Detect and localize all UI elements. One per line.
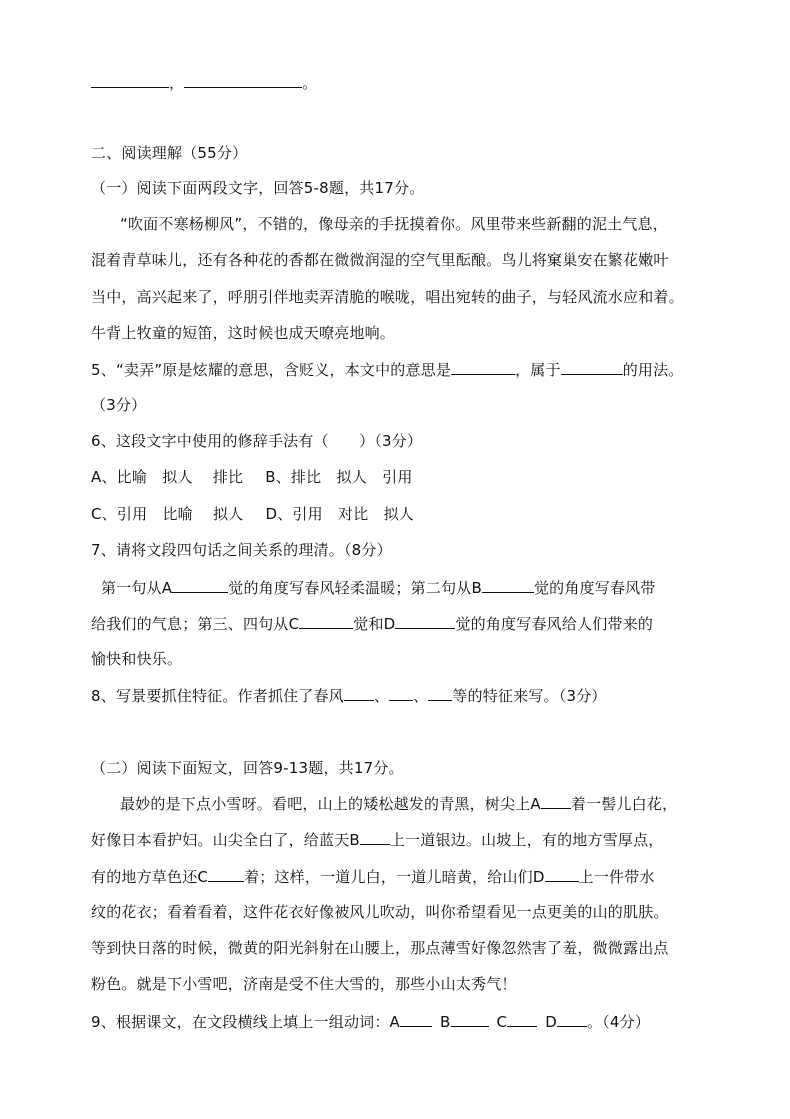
part1-intro: （一）阅读下面两段文字，回答5-8题，共17分。	[91, 179, 425, 197]
option-b[interactable]: B、排比 拟人 引用	[265, 468, 413, 486]
passage-line: 混着青草味儿，还有各种花的香都在微微润湿的空气里酝酿。鸟儿将窠巢安在繁花嫩叶	[91, 251, 669, 269]
answer-blank[interactable]	[557, 1011, 587, 1027]
question-7-line: 愉快和快乐。	[91, 650, 183, 668]
question-6-options-cd	[91, 504, 414, 524]
answer-blank[interactable]	[541, 793, 571, 809]
answer-blank[interactable]	[360, 829, 390, 845]
passage-line: 牛背上牧童的短笛，这时候也成天嘹亮地响。	[91, 324, 396, 342]
question-7-line: 给我们的气息；第三、四句从C 觉和D 觉的角度写春风给人们带来的	[91, 615, 654, 633]
option-d[interactable]: D、引用 对比 拟人	[265, 505, 415, 523]
option-c[interactable]: C、引用 比喻 拟人	[91, 505, 244, 523]
answer-blank[interactable]	[451, 1011, 489, 1027]
answer-blank[interactable]	[451, 359, 515, 375]
section-heading: 二、阅读理解（55分）	[91, 144, 248, 162]
passage-line: 当中，高兴起来了，呼朋引伴地卖弄清脆的喉咙，唱出宛转的曲子，与轻风流水应和着。	[91, 288, 684, 306]
answer-blank[interactable]	[428, 685, 452, 701]
question-6-stem: 6、这段文字中使用的修辞手法有（ ）（3分）	[91, 432, 423, 450]
answer-blank[interactable]	[561, 359, 623, 375]
passage2-line: 好像日本看护妇。山尖全白了，给蓝天B 上一道银边。山坡上，有的地方雪厚点，	[91, 831, 664, 849]
passage2-line: 最妙的是下点小雪呀。看吧，山上的矮松越发的青黑，树尖上A 着一髻儿白花，	[120, 795, 678, 813]
question-7-stem: 7、请将文段四句话之间关系的理清。（8分）	[91, 541, 392, 559]
passage-line: “吹面不寒杨柳风”，不错的，像母亲的手抚摸着你。风里带来些新翻的泥土气息，	[120, 215, 668, 233]
passage2-line: 有的地方草色还C 着；这样，一道儿白，一道儿暗黄，给山们D 上一件带水	[91, 868, 655, 886]
passage2-line: 等到快日落的时候，微黄的阳光斜射在山腰上，那点薄雪好像忽然害了羞，微微露出点	[91, 939, 669, 957]
passage2-line: 粉色。就是下小雪吧，济南是受不住大雪的，那些小山太秀气！	[91, 975, 517, 993]
part2-intro: （二）阅读下面短文，回答9-13题，共17分。	[91, 759, 404, 777]
answer-blank[interactable]	[507, 1011, 537, 1027]
passage2-line: 纹的花衣；看着看着，这件花衣好像被风儿吹动，叫你希望看见一点更美的山的肌肤。	[91, 903, 669, 921]
question-9: 9、根据课文，在文段横线上填上一组动词：A B C D 。（4分）	[91, 1013, 651, 1031]
answer-blank[interactable]	[395, 613, 455, 629]
answer-blank[interactable]	[482, 577, 534, 593]
answer-blank[interactable]	[91, 72, 169, 88]
question-6-options-ab	[91, 467, 413, 487]
answer-blank[interactable]	[400, 1011, 432, 1027]
answer-blank[interactable]	[299, 613, 353, 629]
answer-line-top: ， 。	[91, 72, 317, 93]
option-a[interactable]: A、比喻 拟人 排比	[91, 468, 244, 486]
answer-blank[interactable]	[172, 577, 228, 593]
question-7-line: 第一句从A 觉的角度写春风轻柔温暖；第二句从B 觉的角度写春风带	[101, 579, 656, 597]
answer-blank[interactable]	[208, 866, 244, 882]
answer-blank[interactable]	[344, 685, 374, 701]
answer-blank[interactable]	[389, 685, 413, 701]
answer-blank[interactable]	[184, 72, 302, 88]
answer-blank[interactable]	[545, 866, 579, 882]
question-5: 5、“卖弄”原是炫耀的意思，含贬义，本文中的意思是 ，属于 的用法。	[91, 361, 684, 379]
question-8: 8、写景要抓住特征。作者抓住了春风 、 、 等的特征来写。（3分）	[91, 687, 607, 705]
question-5-score: （3分）	[91, 396, 147, 414]
